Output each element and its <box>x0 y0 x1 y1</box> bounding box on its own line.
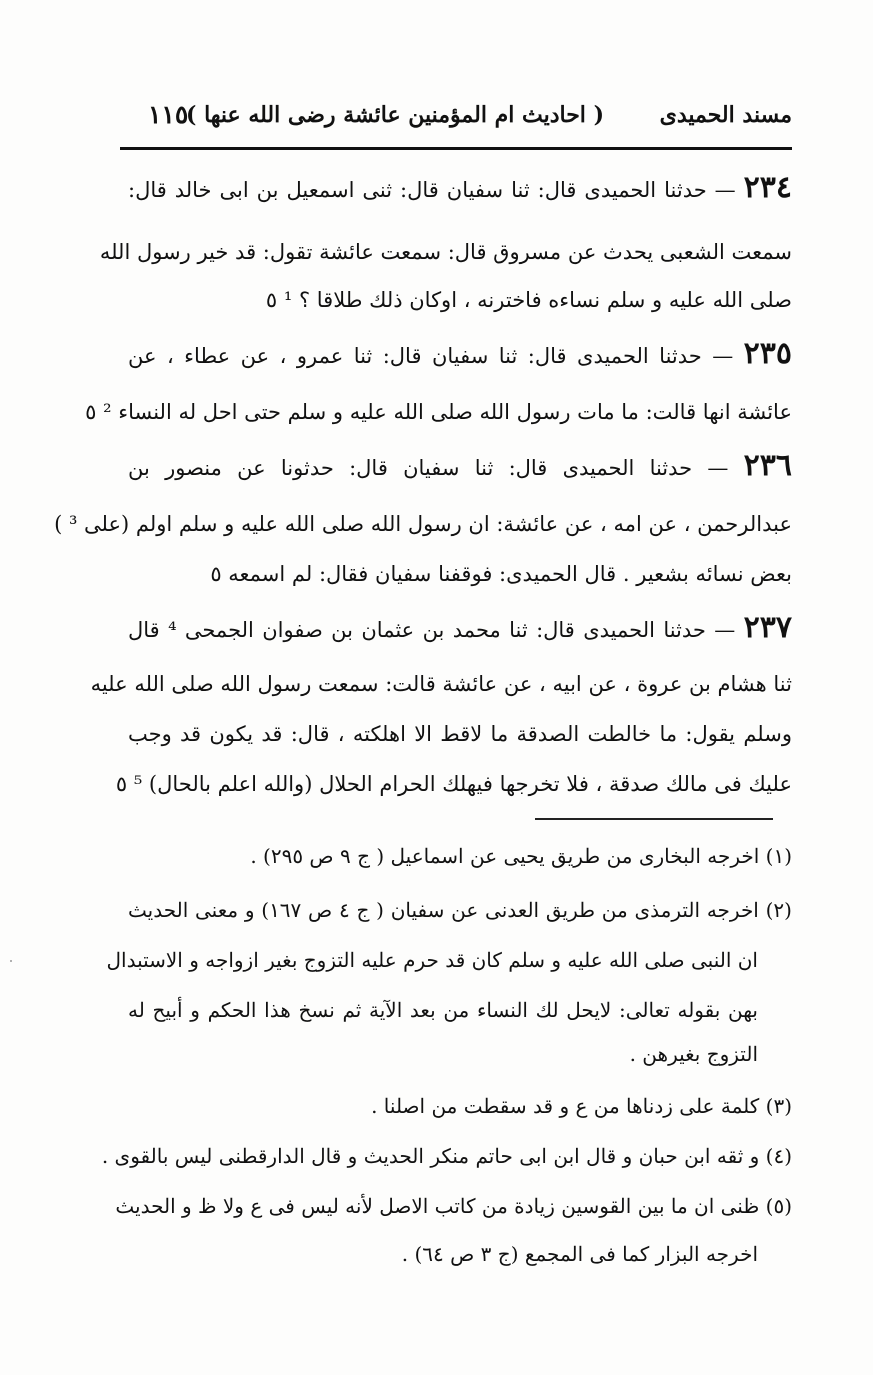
body-line <box>128 446 792 490</box>
body-text: — حدثنا الحميدى قال: ثنا سفيان قال: ثنى اسمعيل بن ابى خالد قال: <box>128 178 744 202</box>
footnote-line: اخرجه البزار كما فى المجمع (ج ٣ ص ٦٤) . <box>401 1242 758 1266</box>
footnote-line: (٥) ظنى ان ما بين القوسين زيادة من كاتب الاصل لأنه ليس فى ع ولا ظ و الحديث <box>115 1194 792 1218</box>
body-text: ثنا هشام بن عروة ، عن ابيه ، عن عائشة قالت: سمعت رسول الله صلى الله عليه <box>90 672 792 696</box>
body-text: — حدثنا الحميدى قال: ثنا سفيان قال: حدثونا عن منصور بن <box>128 456 744 480</box>
footnote-line: التزوج بغيرهن . <box>629 1042 758 1066</box>
body-text: — حدثنا الحميدى قال: ثنا سفيان قال: ثنا عمرو ، عن عطاء ، عن <box>128 344 744 368</box>
body-text: صلى الله عليه و سلم نساءه فاخترنه ، اوكان ذلك طلاقا ؟ ¹ ٥ <box>265 288 792 312</box>
footnote-line: (٤) و ثقه ابن حبان و قال ابن ابى حاتم منكر الحديث و قال الدارقطنى ليس بالقوى . <box>101 1144 792 1168</box>
page-number: ١١٥ <box>148 100 189 129</box>
body-text: سمعت الشعبى يحدث عن مسروق قال: سمعت عائشة تقول: قد خير رسول الله <box>99 240 792 264</box>
body-line <box>85 392 792 436</box>
body-text: بعض نسائه بشعير . قال الحميدى: فوقفنا سفيان فقال: لم اسمعه ٥ <box>210 562 792 586</box>
body-line <box>115 764 792 808</box>
body-line <box>90 664 792 708</box>
hadith-number: ٢٣٦ <box>743 448 792 483</box>
section-title: ( احاديث ام المؤمنين عائشة رضى الله عنها ) <box>186 102 604 128</box>
hadith-number: ٢٣٤ <box>743 170 792 205</box>
body-line <box>128 714 792 758</box>
footnote-separator <box>535 818 773 820</box>
body-line <box>54 504 792 548</box>
footnote-line: ان النبى صلى الله عليه و سلم كان قد حرم عليه التزوج بغير ازواجه و الاستبدال <box>106 948 758 972</box>
header-rule <box>120 147 792 150</box>
body-line <box>128 334 792 378</box>
book-title: مسند الحميدى <box>659 102 792 128</box>
body-line <box>128 608 792 652</box>
body-line <box>128 554 792 598</box>
body-text: وسلم يقول: ما خالطت الصدقة ما لاقط الا اهلكته ، قال: قد يكون قد وجب <box>128 722 792 746</box>
body-line <box>99 232 792 276</box>
footnote-line: (٣) كلمة على زدناها من ع و قد سقطت من اصلنا . <box>371 1094 792 1118</box>
body-text: عليك فى مالك صدقة ، فلا تخرجها فيهلك الحرام الحلال (والله اعلم بالحال) ⁵ ٥ <box>115 772 792 796</box>
footnote-line: (١) اخرجه البخارى من طريق يحيى عن اسماعيل ( ج ٩ ص ٢٩٥) . <box>250 844 792 868</box>
body-text: — حدثنا الحميدى قال: ثنا محمد بن عثمان بن صفوان الجمحى ⁴ قال <box>128 618 744 642</box>
hadith-number: ٢٣٥ <box>743 336 792 371</box>
body-text: عبدالرحمن ، عن امه ، عن عائشة: ان رسول الله صلى الله عليه و سلم اولم (على ³ ) <box>54 512 792 536</box>
footnote-line: (٢) اخرجه الترمذى من طريق العدنى عن سفيان ( ج ٤ ص ١٦٧) و معنى الحديث <box>128 898 792 922</box>
paper-speck <box>10 960 12 962</box>
footnote-line: بهن بقوله تعالى: لايحل لك النساء من بعد الآية ثم نسخ هذا الحكم و أبيح له <box>128 998 758 1022</box>
body-text: عائشة انها قالت: ما مات رسول الله صلى الله عليه و سلم حتى احل له النساء ² ٥ <box>85 400 792 424</box>
body-line <box>128 168 792 212</box>
body-line <box>128 280 792 324</box>
hadith-number: ٢٣٧ <box>743 610 792 645</box>
page-header <box>120 92 792 144</box>
